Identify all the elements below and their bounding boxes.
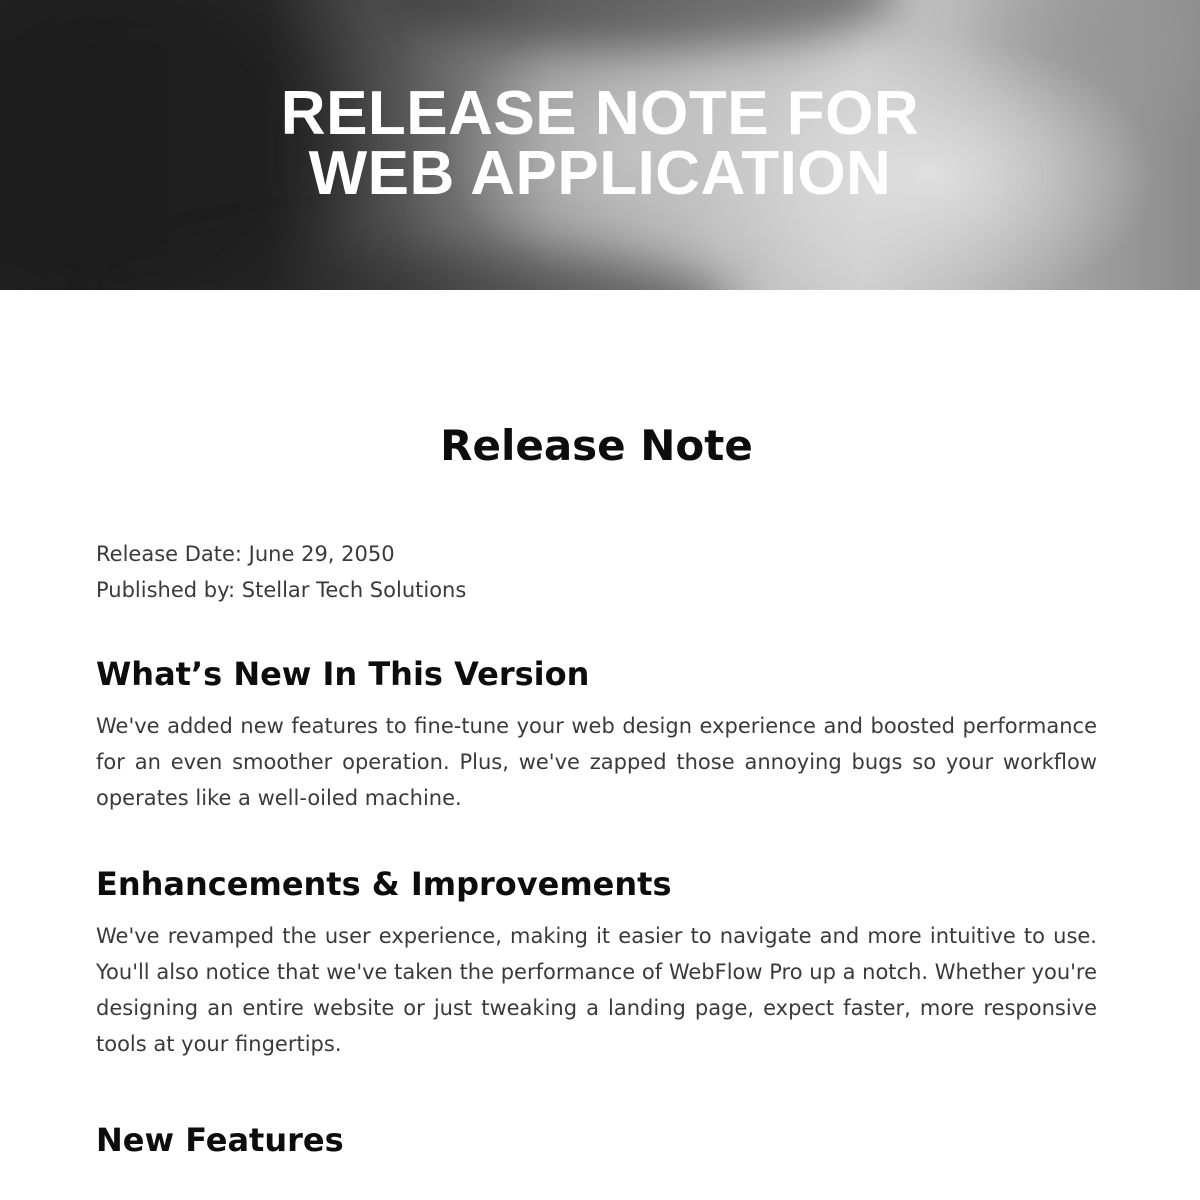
section-text-enhancements: We've revamped the user experience, making it easier to navigate and more intuitive to use. You'll also notice that we've taken the performance of WebFlow Pro up a notch. Whether you're designing an entire website or just tweaking a landing page, expect faster, more responsive tools at your fingertips. [96,924,1097,1056]
section-new-features [96,1118,1097,1162]
section-whats-new [96,652,1097,816]
document-body [96,418,1097,1162]
release-meta [96,536,1097,608]
banner-title [0,79,1200,208]
banner-shadow-top [380,0,900,50]
banner-title-line-2: WEB APPLICATION [308,139,892,208]
section-text-whats-new: We've added new features to fine-tune your web design experience and boosted performance for an even smoother operation. Plus, we've zapped those annoying bugs so your workflow operates like a well-oiled machine. [96,714,1097,810]
banner-title-line-1: RELEASE NOTE FOR [280,79,920,148]
section-heading-enhancements: Enhancements & Improvements [96,865,672,903]
section-heading-new-features: New Features [96,1121,344,1159]
section-heading-whats-new: What’s New In This Version [96,655,590,693]
document-title: Release Note [440,421,753,470]
header-banner [0,0,1200,290]
section-enhancements [96,862,1097,1062]
publisher: Published by: Stellar Tech Solutions [96,578,467,602]
release-date: Release Date: June 29, 2050 [96,542,395,566]
